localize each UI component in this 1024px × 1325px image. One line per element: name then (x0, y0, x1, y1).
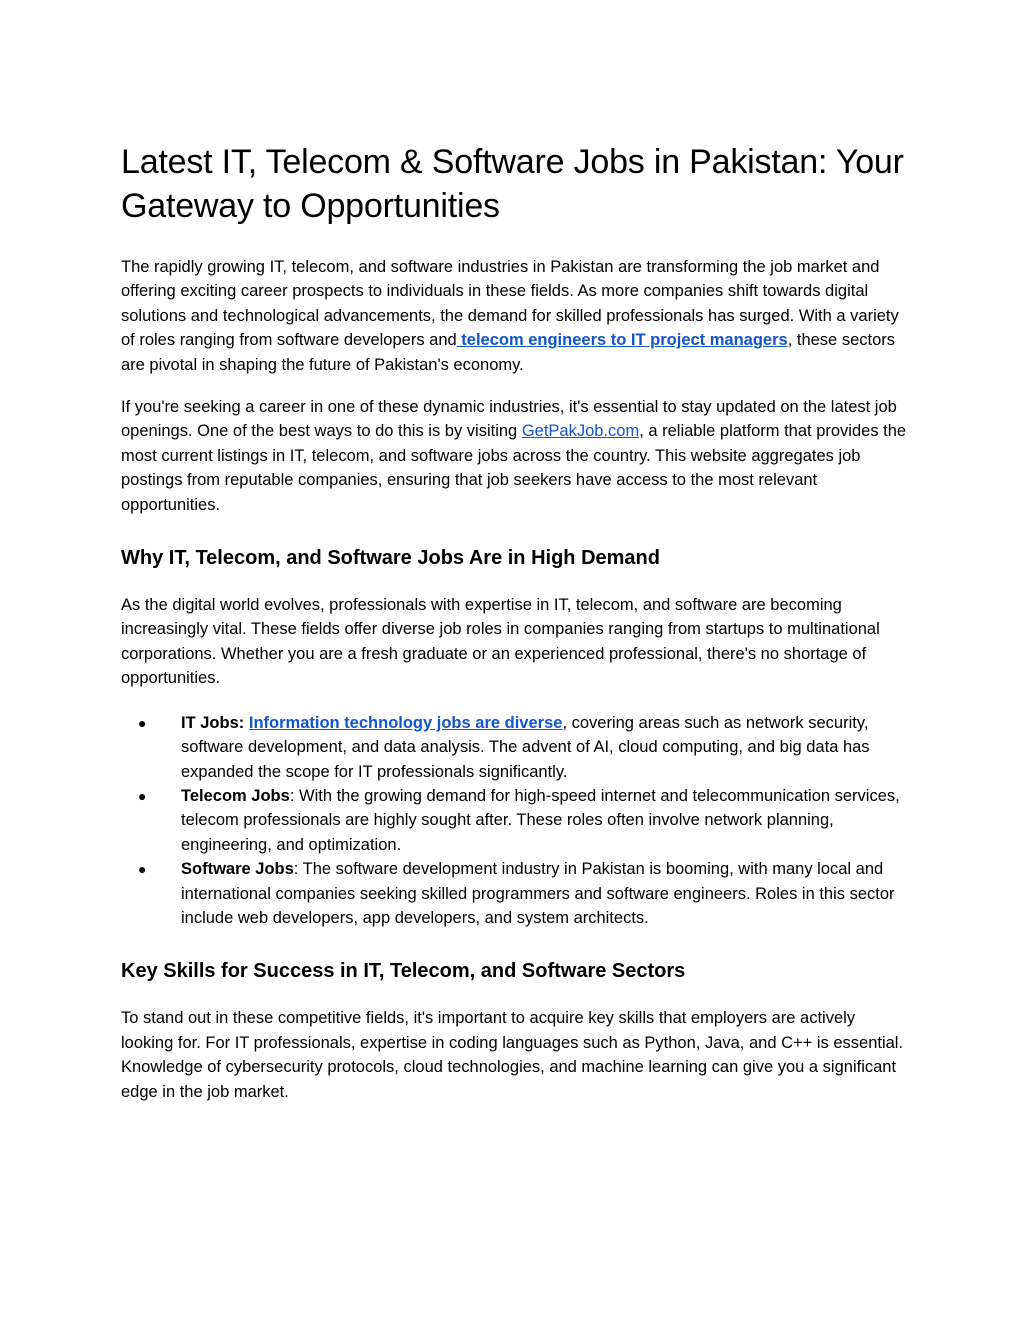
page-title: Latest IT, Telecom & Software Jobs in Pakistan: Your Gateway to Opportunities (121, 143, 904, 225)
getpakjob-link[interactable]: GetPakJob.com (521, 422, 640, 441)
job-types-list (121, 711, 911, 931)
software-jobs-label: Software Jobs (181, 860, 294, 879)
bullet-icon: ● (138, 714, 147, 731)
list-item-telecom-jobs (121, 784, 911, 857)
intro-text-1a: The rapidly growing IT, telecom, and software industries in Pakistan are transforming the job market and offering exciting career prospects to individuals in these fields. As more companies shift towards digital solutions and technological advancements, the demand for skilled professionals has surged. With a variety of roles ranging from software developers and (121, 258, 899, 350)
list-item-it-jobs (121, 711, 911, 784)
section-heading-skills: Key Skills for Success in IT, Telecom, and Software Sectors (121, 960, 686, 983)
list-item-software-jobs (121, 857, 911, 930)
bullet-icon: ● (138, 787, 147, 804)
telecom-jobs-label: Telecom Jobs (181, 786, 290, 805)
intro-text-2a: If you're seeking a career in one of these dynamic industries, it's essential to stay updated on the latest job openings. One of the best ways to do this is by visiting (121, 398, 897, 441)
section-heading-demand: Why IT, Telecom, and Software Jobs Are in High Demand (121, 547, 660, 570)
skills-paragraph: To stand out in these competitive fields, it's important to acquire key skills that employers are actively looking for. For IT professionals, expertise in coding languages such as Python, Java, and C++ is essential. Knowledge of cybersecurity protocols, cloud technologies, and machine learning can give you a significant edge in the job market. (121, 1009, 904, 1101)
bullet-icon: ● (138, 861, 147, 878)
it-jobs-text: , covering areas such as network security, software development, and data analysis. The advent of AI, cloud computing, and big data has expanded the scope for IT professionals significantly. (181, 713, 870, 781)
intro-text-1c: , these sectors are pivotal in shaping the future of Pakistan's economy. (121, 331, 896, 374)
software-jobs-text: : The software development industry in Pakistan is booming, with many local and international companies seeking skilled programmers and software engineers. Roles in this sector include web developers, app developers, and system architects. (181, 860, 895, 927)
it-jobs-label: IT Jobs: (181, 713, 245, 732)
intro-text-2b: , a reliable platform that provides the most current listings in IT, telecom, and software jobs across the country. This website aggregates job postings from reputable companies, ensuring that job seekers have access to the most relevant opportunities. (121, 422, 907, 514)
telecom-jobs-text: : With the growing demand for high-speed internet and telecommunication services, telecom professionals are highly sought after. These roles often involve network planning, engineering, and optimization. (181, 786, 900, 854)
document-page (121, 140, 911, 1122)
it-jobs-link[interactable]: Information technology jobs are diverse (248, 713, 563, 732)
telecom-engineers-link[interactable]: telecom engineers to IT project managers (456, 331, 788, 350)
intro-paragraph-1 (121, 255, 911, 377)
demand-paragraph: As the digital world evolves, professionals with expertise in IT, telecom, and software are becoming increasingly vital. These fields offer diverse job roles in companies ranging from startups to multinational corporations. Whether you are a fresh graduate or an experienced professional, there's no shortage of opportunities. (121, 596, 880, 688)
intro-paragraph-2 (121, 395, 911, 517)
